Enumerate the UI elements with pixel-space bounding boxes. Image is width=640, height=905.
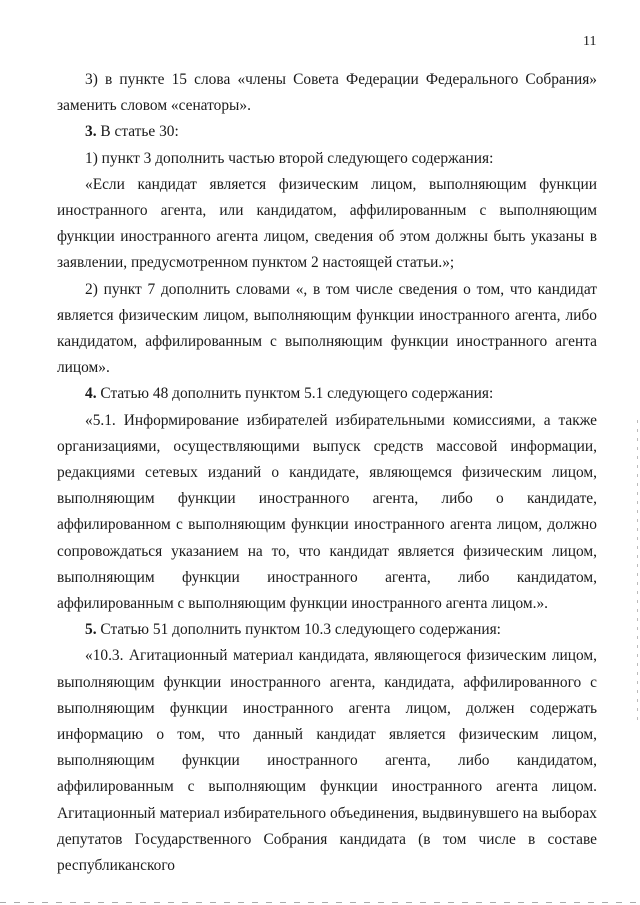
paragraph-text: Статью 48 дополнить пунктом 5.1 следующего содержания: xyxy=(96,385,494,403)
paragraph xyxy=(57,381,597,407)
paragraph xyxy=(57,617,597,643)
paragraph-text: 3) в пункте 15 слова «члены Совета Федерации Федерального Собрания» заменить словом «сенаторы». xyxy=(57,71,597,115)
paragraph-text: 2) пункт 7 дополнить словами «, в том числе сведения о том, что кандидат является физическим лицом, выполняющим функции иностранного агента, либо кандидатом, аффилированным с выполняющим функции иностранного агента лицом». xyxy=(57,280,597,377)
paragraph-text: «5.1. Информирование избирателей избирательными комиссиями, а также организациями, осуществляющими выпуск средств массовой информации, редакциями сетевых изданий о кандидате, являющемся физическим лицом, выполняющим функции иностранного агента, либо о кандидате, аффилированном с выполняющим функции иностранного агента лицом, должно сопровождаться указанием на то, что кандидат является физическим лицом, выполняющим функции иностранного агента, либо кандидатом, аффилированным с выполняющим функции иностранного агента лицом.». xyxy=(57,411,597,613)
paragraph xyxy=(57,643,597,879)
paragraph xyxy=(57,172,597,277)
paragraph-text: 1) пункт 3 дополнить частью второй следующего содержания: xyxy=(85,149,494,167)
scan-bottom-artifact xyxy=(0,902,640,903)
document-body xyxy=(57,67,597,879)
paragraph xyxy=(57,146,597,172)
paragraph xyxy=(57,67,597,119)
section-number: 3. xyxy=(85,123,97,141)
paragraph xyxy=(57,119,597,145)
paragraph-text: «Если кандидат является физическим лицом, выполняющим функции иностранного агента, или кандидатом, аффилированным с выполняющим функции иностранного агента лицом, сведения об этом должны быть указаны в заявлении, предусмотренном пунктом 2 настоящей статьи.»; xyxy=(57,175,597,272)
paragraph-text: «10.3. Агитационный материал кандидата, являющегося физическим лицом, выполняющим функции иностранного агента, кандидата, аффилированного с выполняющим функции иностранного агента лицом, должен содержать информацию о том, что данный кандидат является физическим лицом, выполняющим функции иностранного агента, либо кандидатом, аффилированным с выполняющим функции иностранного агента лицом. Агитационный материал избирательного объединения, выдвинувшего на выборах депутатов Государственного Собрания кандидата (в том числе в составе республиканского xyxy=(57,647,597,875)
paragraph-text: Статью 51 дополнить пунктом 10.3 следующего содержания: xyxy=(96,621,501,639)
paragraph xyxy=(57,408,597,618)
section-number: 5. xyxy=(85,621,97,639)
section-number: 4. xyxy=(85,385,97,403)
scan-edge-artifact xyxy=(637,420,638,720)
paragraph xyxy=(57,277,597,382)
paragraph-text: В статье 30: xyxy=(96,123,179,141)
page-number: 11 xyxy=(583,34,597,49)
